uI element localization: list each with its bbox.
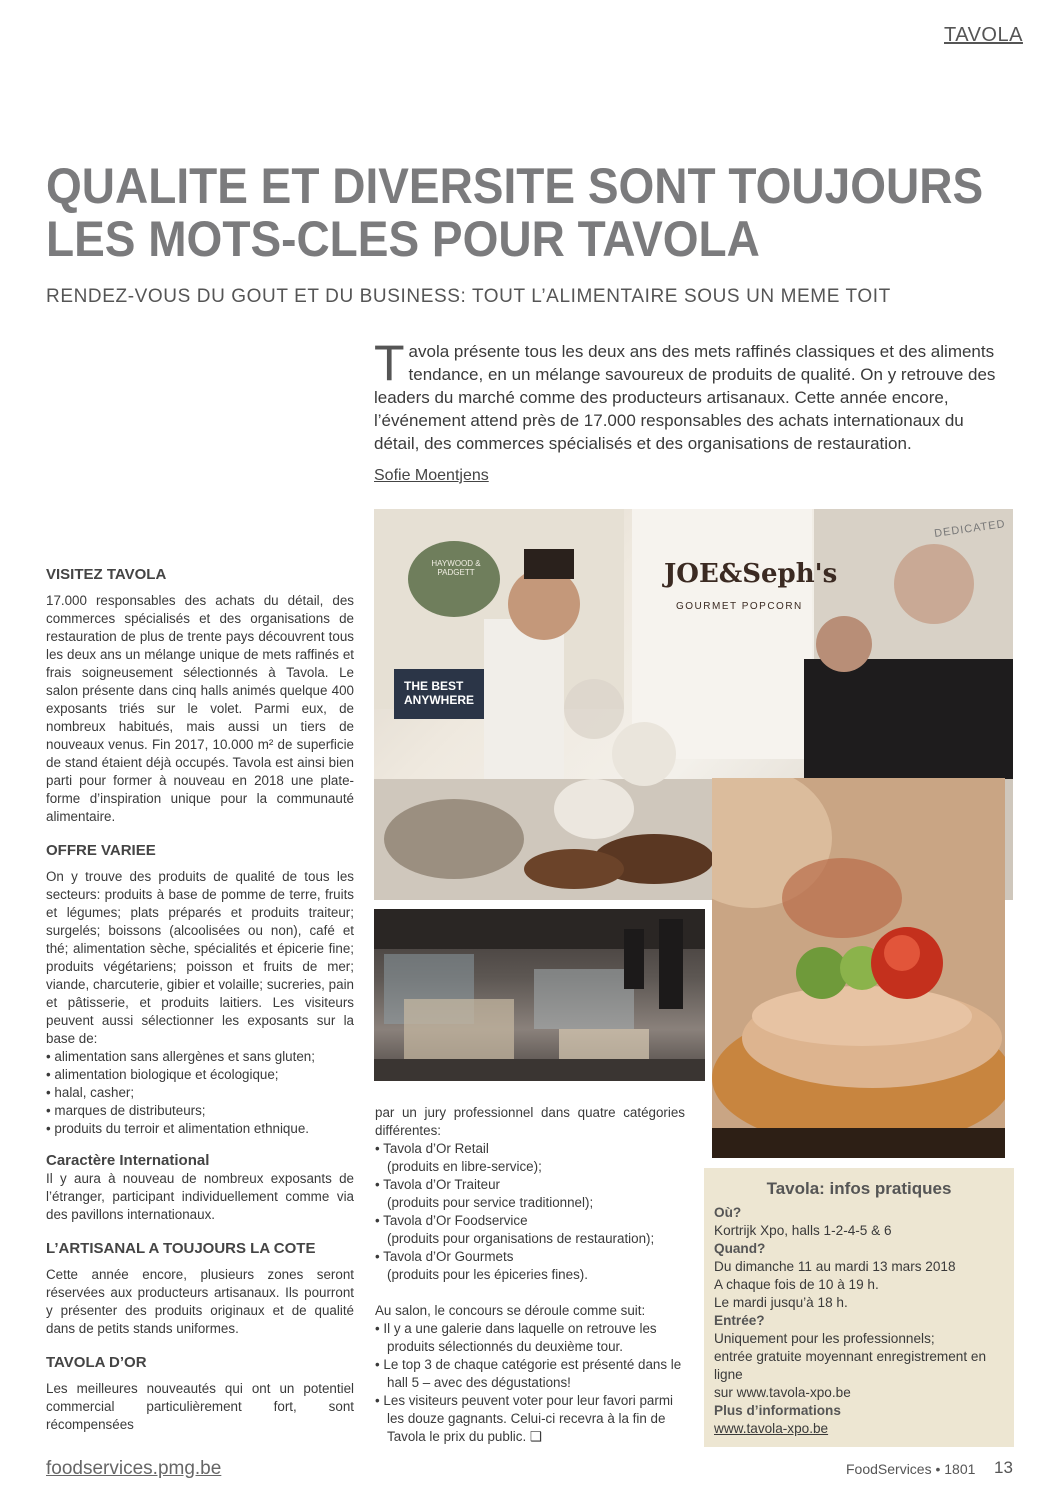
list-item: • produits du terroir et alimentation ethnique. [46,1121,309,1136]
info-entry-line: Uniquement pour les professionnels; [714,1331,935,1346]
footer-site-link[interactable]: foodservices.pmg.be [46,1458,222,1479]
intro-paragraph [374,335,1004,455]
list-item: • Il y a une galerie dans laquelle on retrouve les produits sélectionnés du deuxième tour. [375,1321,657,1354]
heading-tavola-or: TAVOLA D’OR [46,1354,147,1371]
info-when-label: Quand? [714,1241,766,1256]
footer-magazine: FoodServices • 1801 [846,1461,976,1477]
middle-column [375,1104,685,1446]
text-visitez: 17.000 responsables des achats du détail, des commerces spécialisés et des organisations de restauration de plus de trente pays découvrent tous les deux ans un mélange unique de mets raffinés et frais soigneusement sélectionnés à Tavola. Le salon présente dans cinq halls animés quelque 400 exposants triés sur le volet. Parmi eux, de nombreux habitués, mais aussi un tiers de nouveaux venus. Fin 2017, 10.000 m² de superficie de stand étaient déjà occupés. Tavola est ainsi bien parti pour former à nouveau en 2018 une plate-forme d’inspiration unique pour la communauté alimentaire. [46,593,354,824]
article-subtitle: RENDEZ-VOUS DU GOUT ET DU BUSINESS: TOUT L’ALIMENTAIRE SOUS UN MEME TOIT [46,286,891,307]
contest-list [375,1320,685,1446]
info-when-line: Du dimanche 11 au mardi 13 mars 2018 [714,1259,956,1274]
heading-international: Caractère International [46,1152,210,1169]
list-item: • alimentation biologique et écologique; [46,1067,279,1082]
intro-text: avola présente tous les deux ans des mets raffinés classiques et des aliments tendance, en un mélange savoureux de produits de qualité. On y retrouve des leaders du marché comme des producteurs artisanaux. Cette année encore, l’événement attend près de 17.000 responsables des achats internationaux du détail, des commerces spécialisés et des organisations de restauration. [374,342,996,453]
info-where: Kortrijk Xpo, halls 1-2-4-5 & 6 [714,1223,892,1238]
info-box [704,1168,1014,1447]
left-column [46,566,354,1434]
section-tag: TAVOLA [944,24,1023,46]
text-contest-intro: Au salon, le concours se déroule comme suit: [375,1303,646,1318]
list-item: • Tavola d’Or Gourmets (produits pour les épiceries fines). [375,1249,588,1282]
heading-visitez: VISITEZ TAVOLA [46,566,167,583]
title-line-2: LES MOTS-CLES POUR TAVOLA [46,211,760,267]
info-entry-line: sur www.tavola-xpo.be [714,1385,851,1400]
showcase-illustration [374,909,705,1081]
author-byline[interactable]: Sofie Moentjens [374,467,489,484]
info-link[interactable]: www.tavola-xpo.be [714,1421,829,1436]
info-entry-line: entrée gratuite moyennant enregistrement en ligne [714,1349,987,1382]
article-title [46,158,984,267]
category-list [375,1140,685,1284]
info-more-label: Plus d’informations [714,1403,841,1418]
heading-artisanal: L’ARTISANAL A TOUJOURS LA COTE [46,1240,316,1257]
photo-canape [712,778,1005,1158]
canape-illustration [712,778,1005,1158]
booth-subsign: GOURMET POPCORN [676,601,803,612]
booth-left-sign: HAYWOOD & PADGETT [431,559,481,577]
drop-cap: T [374,335,405,391]
info-entry-label: Entrée? [714,1313,765,1328]
list-item: • Le top 3 de chaque catégorie est présenté dans le hall 5 – avec des dégustations! [375,1357,682,1390]
heading-offre: OFFRE VARIEE [46,842,156,859]
list-item: • halal, casher; [46,1085,135,1100]
booth-sign: JOE&Seph's [664,559,838,589]
booth-corner-sign: DEDICATED [933,518,1007,540]
photo-showcase-hall [374,909,705,1081]
title-line-1: QUALITE ET DIVERSITE SONT TOUJOURS [46,158,984,214]
text-offre: On y trouve des produits de qualité de tous les secteurs: produits à base de pomme de terre, fruits et légumes; plats préparés et produits traiteur; surgelés; boissons (alcoolisées ou non), café et thé; alimentation sèche, spécialités et épicerie fine; produits végétariens; poisson et fruits de mer; viande, charcuterie, gibier et volaille; sucreries, pain et pâtisserie, et produits laitiers. Les visiteurs peuvent aussi sélectionner les exposants sur la base de: [46,869,354,1046]
text-tavola-or: Les meilleures nouveautés qui ont un potentiel commercial particulièrement fort, sont récompensées [46,1381,354,1432]
list-item: • alimentation sans allergènes et sans gluten; [46,1049,315,1064]
info-when-line: Le mardi jusqu’à 18 h. [714,1295,848,1310]
text-jury: par un jury professionnel dans quatre catégories différentes: [375,1105,685,1138]
list-item: • Tavola d’Or Retail (produits en libre-service); [375,1141,542,1174]
info-where-label: Où? [714,1205,742,1220]
booth-banner: THE BEST ANYWHERE [404,679,475,707]
offre-bullet-list [46,1048,354,1138]
list-item: • Tavola d’Or Traiteur (produits pour service traditionnel); [375,1177,594,1210]
list-item: • Tavola d’Or Foodservice (produits pour organisations de restauration); [375,1213,655,1246]
info-when-line: A chaque fois de 10 à 19 h. [714,1277,879,1292]
page-number: 13 [994,1458,1013,1477]
info-box-title: Tavola: infos pratiques [766,1179,952,1198]
text-artisanal: Cette année encore, plusieurs zones seront réservées aux producteurs artisanaux. Ils pourront y présenter des produits originaux et de qualité dans de petits stands uniformes. [46,1267,354,1336]
text-international: Il y aura à nouveau de nombreux exposants de l’étranger, participant individuellement comme via des pavillons internationaux. [46,1171,354,1222]
list-item: • marques de distributeurs; [46,1103,206,1118]
list-item: • Les visiteurs peuvent voter pour leur favori parmi les douze gagnants. Celui-ci recevra à la fin de Tavola le prix du public. ❑ [375,1393,673,1444]
